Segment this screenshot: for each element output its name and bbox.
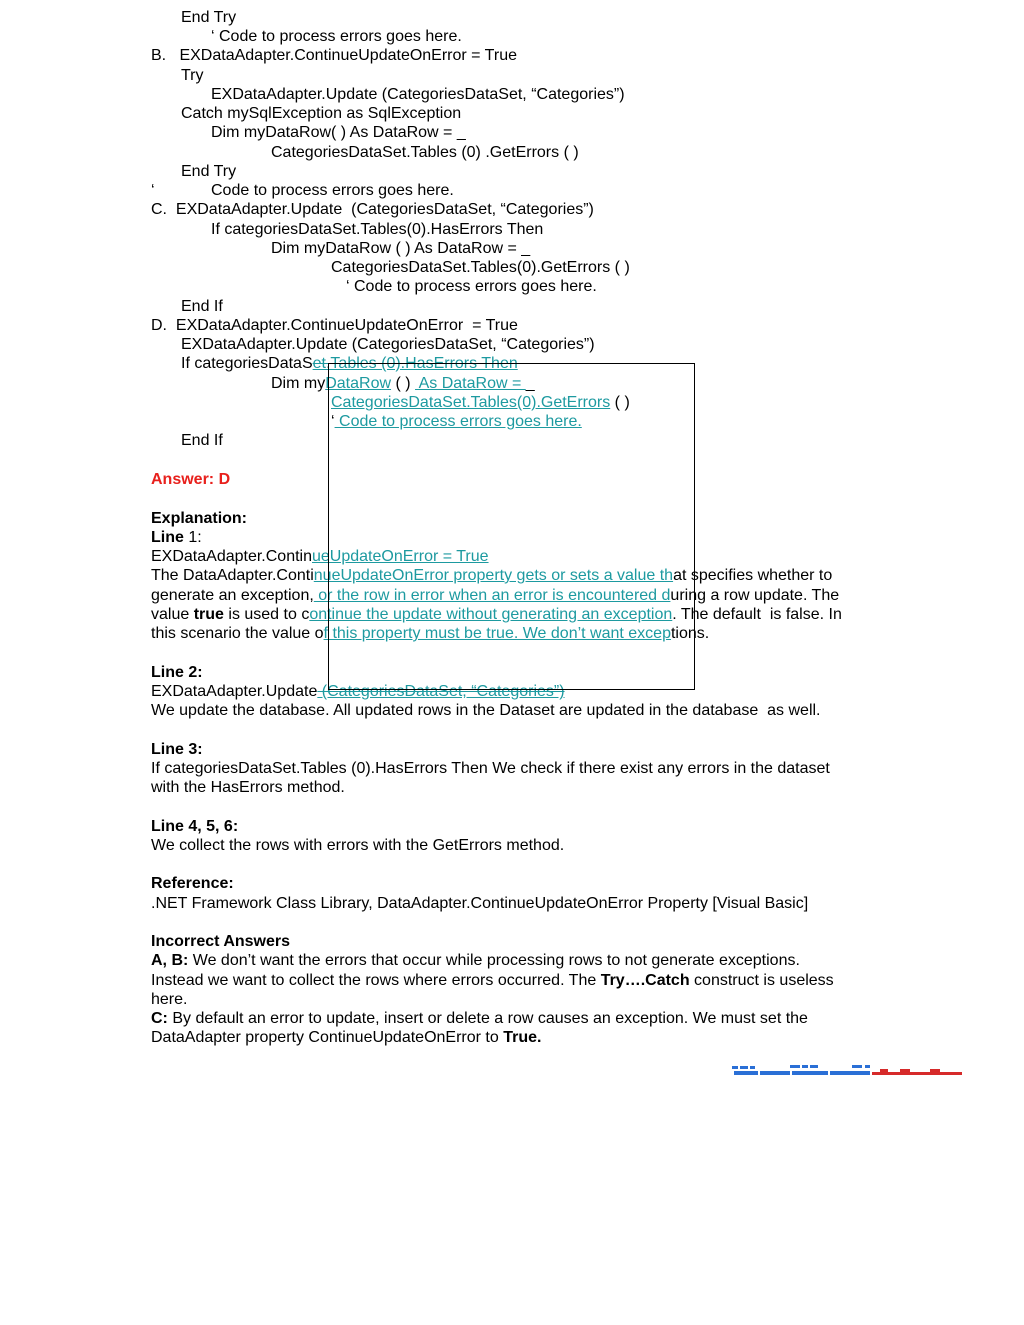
incorrect-ab-line bbox=[151, 951, 800, 970]
code-text: _ bbox=[525, 375, 535, 392]
line3-text: If categoriesDataSet.Tables (0).HasErrors Then We check if there exist any errors in the dataset bbox=[151, 760, 830, 777]
option-b-line: B. EXDataAdapter.ContinueUpdateOnError = True bbox=[151, 47, 517, 64]
code-line: End Try bbox=[181, 163, 237, 180]
code-link[interactable]: (CategoriesDataSet, “Categories”) bbox=[317, 683, 565, 700]
option-c-line: C. EXDataAdapter.Update (CategoriesDataSet, “Categories”) bbox=[151, 201, 594, 218]
answer-label: Answer: D bbox=[151, 471, 231, 488]
code-link[interactable]: ueUpdateOnError = True bbox=[312, 548, 489, 565]
bold-text: true bbox=[193, 606, 224, 623]
line-label: Line bbox=[151, 529, 184, 546]
code-line: Dim myDataRow ( ) As DataRow = _ bbox=[271, 240, 531, 257]
line3-label: Line 3: bbox=[151, 741, 203, 758]
code-line: Dim myDataRow( ) As DataRow = _ bbox=[211, 124, 466, 141]
line2-text: We update the database. All updated rows in the Dataset are updated in the database as well. bbox=[151, 702, 821, 719]
code-link[interactable]: As DataRow = bbox=[415, 375, 526, 392]
reference-heading: Reference: bbox=[151, 875, 234, 892]
paragraph-line bbox=[151, 586, 839, 605]
text: . The default is false. In bbox=[672, 606, 842, 623]
incorrect-c-line bbox=[151, 1028, 541, 1047]
text: value bbox=[151, 606, 194, 623]
code-comment: ‘ Code to process errors goes here. bbox=[211, 28, 462, 45]
code-text: ( ) bbox=[610, 394, 630, 411]
code-line: EXDataAdapter.Update (CategoriesDataSet, “Categories”) bbox=[211, 86, 625, 103]
bold-text: True. bbox=[503, 1029, 542, 1046]
code-line bbox=[331, 393, 630, 412]
code-line bbox=[271, 374, 535, 393]
paragraph-line bbox=[151, 566, 832, 585]
code-text: ‘ bbox=[331, 413, 335, 430]
code-line: Catch mySqlException as SqlException bbox=[181, 105, 462, 122]
text: at specifies whether to bbox=[673, 567, 833, 584]
text: generate an exception, bbox=[151, 587, 314, 604]
text: construct is useless bbox=[689, 972, 834, 989]
watermark-logo-icon bbox=[730, 1064, 962, 1078]
code-text: Dim my bbox=[271, 375, 326, 392]
incorrect-ab-line bbox=[151, 971, 834, 990]
code-line: End Try bbox=[181, 9, 237, 26]
code-line: CategoriesDataSet.Tables (0) .GetErrors ( ) bbox=[271, 144, 579, 161]
bold-text: C: bbox=[151, 1010, 168, 1027]
incorrect-c-line bbox=[151, 1009, 808, 1028]
line456-text: We collect the rows with errors with the GetErrors method. bbox=[151, 837, 565, 854]
code-line: End If bbox=[181, 432, 223, 449]
code-text: EXDataAdapter.Update bbox=[151, 683, 318, 700]
text: this scenario the value o bbox=[151, 625, 324, 642]
bold-text: Try….Catch bbox=[600, 972, 690, 989]
bold-text: A, B: bbox=[151, 952, 189, 969]
code-comment bbox=[331, 412, 582, 431]
line1-label bbox=[151, 528, 202, 547]
explanation-heading: Explanation: bbox=[151, 510, 248, 527]
line2-label: Line 2: bbox=[151, 664, 203, 681]
text-link[interactable]: ontinue the update without generating an exception bbox=[309, 606, 673, 623]
text: uring a row update. The bbox=[670, 587, 840, 604]
paragraph-line bbox=[151, 624, 709, 643]
line-number: 1: bbox=[183, 529, 202, 546]
text: We don’t want the errors that occur while processing rows to not generate exceptions. bbox=[188, 952, 800, 969]
code-line: If categoriesDataSet.Tables(0).HasErrors Then bbox=[211, 221, 544, 238]
code-line: Try bbox=[181, 67, 204, 84]
code-link[interactable]: Code to process errors goes here. bbox=[334, 413, 582, 430]
code-text: If categoriesDataS bbox=[181, 355, 313, 372]
code-comment: ‘ Code to process errors goes here. bbox=[346, 278, 597, 295]
code-line: CategoriesDataSet.Tables(0).GetErrors ( ) bbox=[331, 259, 630, 276]
code-comment-mark: ‘ bbox=[151, 182, 155, 199]
code-text: EXDataAdapter.Contin bbox=[151, 548, 312, 565]
text: tions. bbox=[670, 625, 710, 642]
code-link[interactable]: CategoriesDataSet.Tables(0).GetErrors bbox=[331, 394, 611, 411]
text-link[interactable]: or the row in error when an error is encountered d bbox=[313, 587, 671, 604]
text: Instead we want to collect the rows where errors occurred. The bbox=[151, 972, 601, 989]
text-link[interactable]: nueUpdateOnError property gets or sets a value th bbox=[313, 567, 674, 584]
text: is used to c bbox=[223, 606, 310, 623]
reference-text: .NET Framework Class Library, DataAdapter.ContinueUpdateOnError Property [Visual Basic] bbox=[151, 895, 809, 912]
incorrect-heading: Incorrect Answers bbox=[151, 933, 291, 950]
paragraph-line bbox=[151, 605, 842, 624]
code-line: End If bbox=[181, 298, 223, 315]
watermark-glyphs bbox=[732, 1065, 962, 1075]
line3-text: with the HasErrors method. bbox=[151, 779, 345, 796]
text: DataAdapter property ContinueUpdateOnError to bbox=[151, 1029, 504, 1046]
code-link[interactable]: DataRow bbox=[325, 375, 392, 392]
incorrect-ab-line: here. bbox=[151, 991, 188, 1008]
line1-code bbox=[151, 547, 489, 566]
code-line bbox=[181, 354, 518, 373]
code-line: EXDataAdapter.Update (CategoriesDataSet, “Categories”) bbox=[181, 336, 595, 353]
line456-label: Line 4, 5, 6: bbox=[151, 818, 239, 835]
option-d-line: D. EXDataAdapter.ContinueUpdateOnError = True bbox=[151, 317, 518, 334]
text: By default an error to update, insert or delete a row causes an exception. We must set the bbox=[167, 1010, 808, 1027]
text: The DataAdapter.Conti bbox=[151, 567, 314, 584]
line2-code bbox=[151, 682, 565, 701]
code-comment: Code to process errors goes here. bbox=[211, 182, 454, 199]
text-link[interactable]: f this property must be true. We don’t want excep bbox=[323, 625, 671, 642]
code-text: ( ) bbox=[391, 375, 416, 392]
code-link[interactable]: et.Tables (0).HasErrors Then bbox=[312, 355, 518, 372]
